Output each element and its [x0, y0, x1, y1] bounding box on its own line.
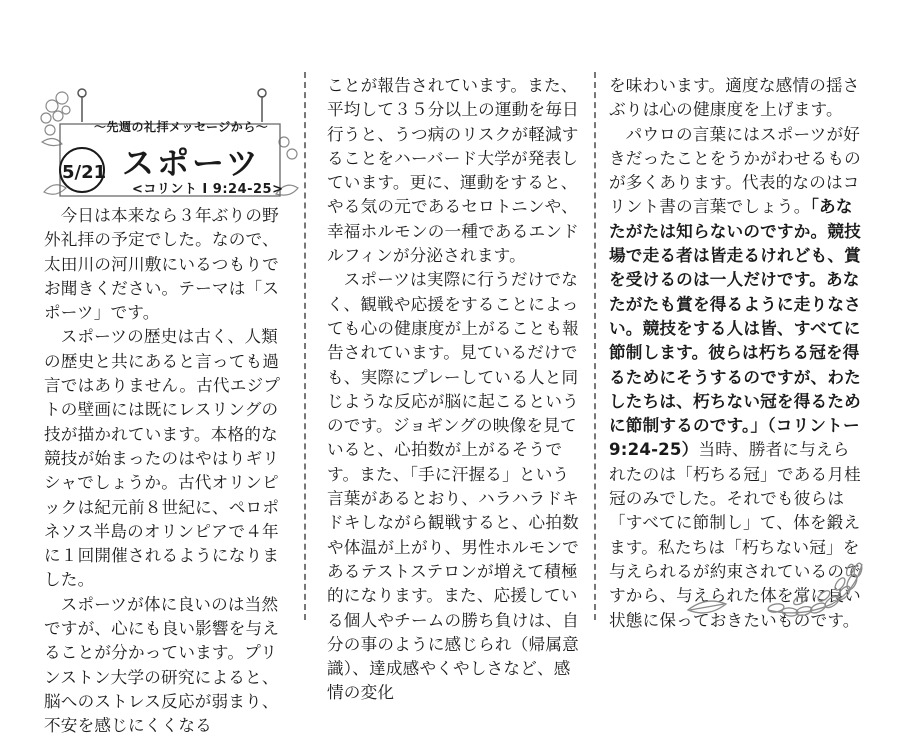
paragraph-rest: 当時、勝者に与えられたのは「朽ちる冠」である月桂冠のみでした。それでも彼らは「すべてに節制し」て、体を鍛えます。私たちは「朽ちない冠」を与えられるが約束されているのですから、与えられた体を常に良い状態に保っておきたいものです。 — [609, 440, 861, 630]
column-1 — [44, 204, 289, 739]
paragraph: スポーツは実際に行うだけでなく、観戦や応援をすることによっても心の健康度が上がることも報告されています。見ているだけでも、実際にプレーしている人と同じような反応が脳に起こるというのです。ジョギングの映像を見ていると、心拍数が上がるそうです。また、「手に汗握る」という言葉があるとおり、ハラハラドキドキしながら観戦すると、心拍数や体温が上がり、男性ホルモンであるテストステロンが増えて積極的になります。また、応援している個人やチームの勝ち負けは、自分の事のように感じられ（帰属意識）、達成感やくやしさなど、感情の変化 — [327, 270, 579, 703]
scripture-reference: <コリント I 9:24-25> — [132, 182, 284, 197]
board-subtitle: ～先週の礼拝メッセージから～ — [94, 120, 269, 134]
column-divider — [304, 72, 306, 620]
title-board — [40, 82, 300, 202]
paragraph: を味わいます。適度な感情の揺さぶりは心の健康度を上げます。 — [609, 76, 860, 120]
paragraph: ことが報告されています。また、平均して３５分以上の運動を毎日行うと、うつ病のリスクが軽減することをハーバード大学が発表しています。更に、運動をすると、やる気の元であるセロトニンや、幸福ホルモンの一種であるエンドルフィンが分泌されます。 — [327, 76, 579, 266]
paragraph: 今日は本来なら３年ぶりの野外礼拝の予定でした。なので、太田川の河川敷にいるつもりでお聞きください。テーマは「スポーツ」です。 — [44, 206, 280, 323]
column-2 — [327, 74, 579, 706]
paragraph: スポーツの歴史は古く、人類の歴史と共にあると言っても過言ではありません。古代エジプトの壁画には既にレスリングの技が描かれています。本格的な競技が始まったのはやはりギリシャでしょうか。古代オリンピックは紀元前８世紀に、ペロポネソス半島のオリンピアで４年に１回開催されるようになりました。 — [44, 327, 281, 590]
date-badge: 5/21 — [62, 162, 107, 183]
page-title: スポーツ — [122, 144, 261, 182]
bible-quote: 「あなたがたは知らないのですか。競技場で走る者は皆走るけれども、賞を受けるのは一人だけです。あなたがたも賞を得るように走りなさい。競技をする人は皆、すべてに節制します。彼らは朽ちる冠を得るためにそうするのですが、わたしたちは、朽ちない冠を得るために節制するのです。」（コリントー 9:24-25） — [609, 197, 861, 460]
paragraph-intro: パウロの言葉にはスポーツが好きだったことをうかがわせるものが多くあります。代表的なのはコリント書の言葉でしょう。 — [609, 124, 861, 217]
paragraph: スポーツが体に良いのは当然ですが、心にも良い影響を与えることが分かっています。プリンストン大学の研究によると、脳へのストレス反応が弱まり、不安を感じにくくなる — [44, 594, 280, 736]
column-divider — [594, 72, 596, 620]
laurel-wreath-icon — [680, 548, 870, 624]
